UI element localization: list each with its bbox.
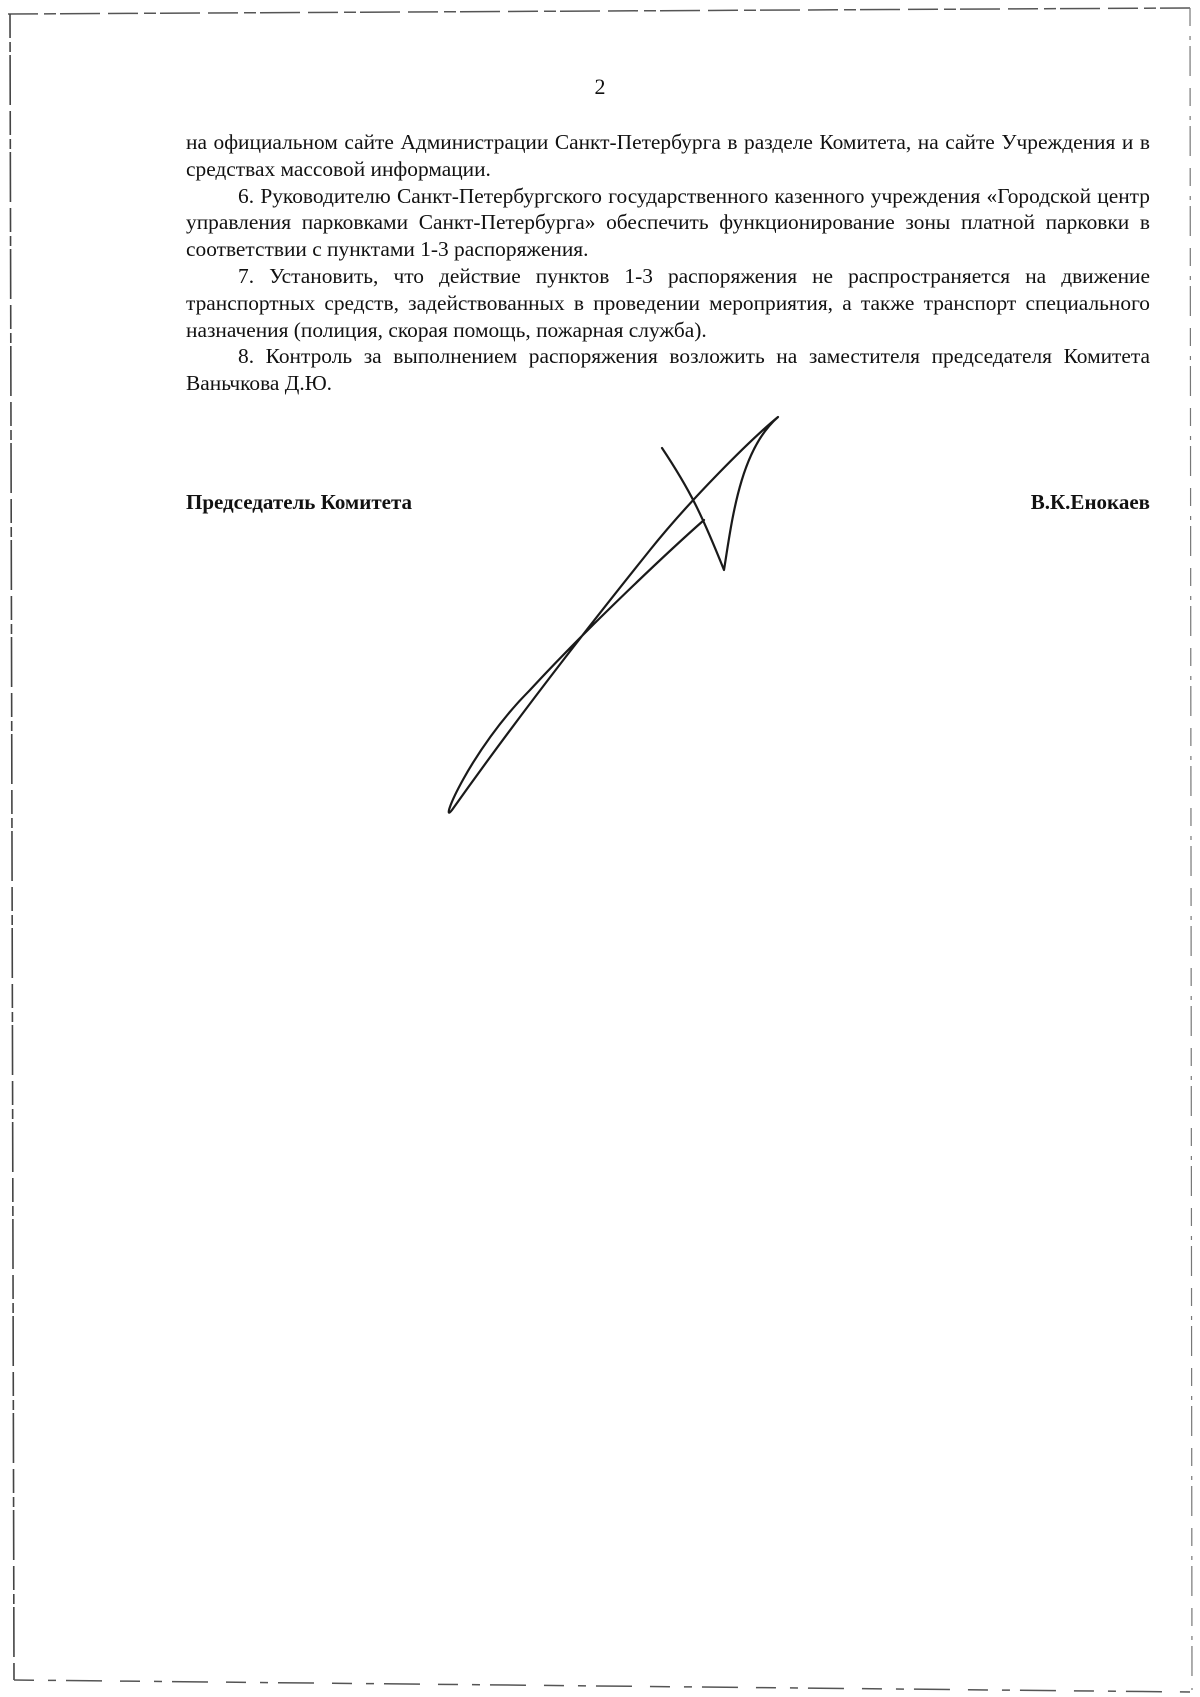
handwritten-signature [440,400,800,840]
signatory-title: Председатель Комитета [186,490,413,514]
document-body [186,129,1150,397]
paragraph-continuation: на официальном сайте Администрации Санкт-Петербурга в разделе Комитета, на сайте Учреждения и в средствах массовой информации. [186,130,1150,181]
paragraph-item-7: 7. Установить, что действие пунктов 1-3 распоряжения не распространяется на движение транспортных средств, задействованных в проведении мероприятия, а также транспорт специального назначения (полиция, скорая помощь, пожарная служба). [186,263,1150,342]
page-number: 2 [594,74,606,99]
paragraph-item-8: 8. Контроль за выполнением распоряжения возложить на заместителя председателя Комитета Ваньчкова Д.Ю. [186,344,1150,396]
paragraph-item-6: 6. Руководителю Санкт-Петербургского государственного казенного учреждения «Городской центр управления парковками Санкт-Петербурга» обеспечить функционирование зоны платной парковки в соответствии с пунктами 1-3 распоряжения. [186,183,1150,262]
signatory-name: В.К.Енокаев [1030,490,1150,514]
